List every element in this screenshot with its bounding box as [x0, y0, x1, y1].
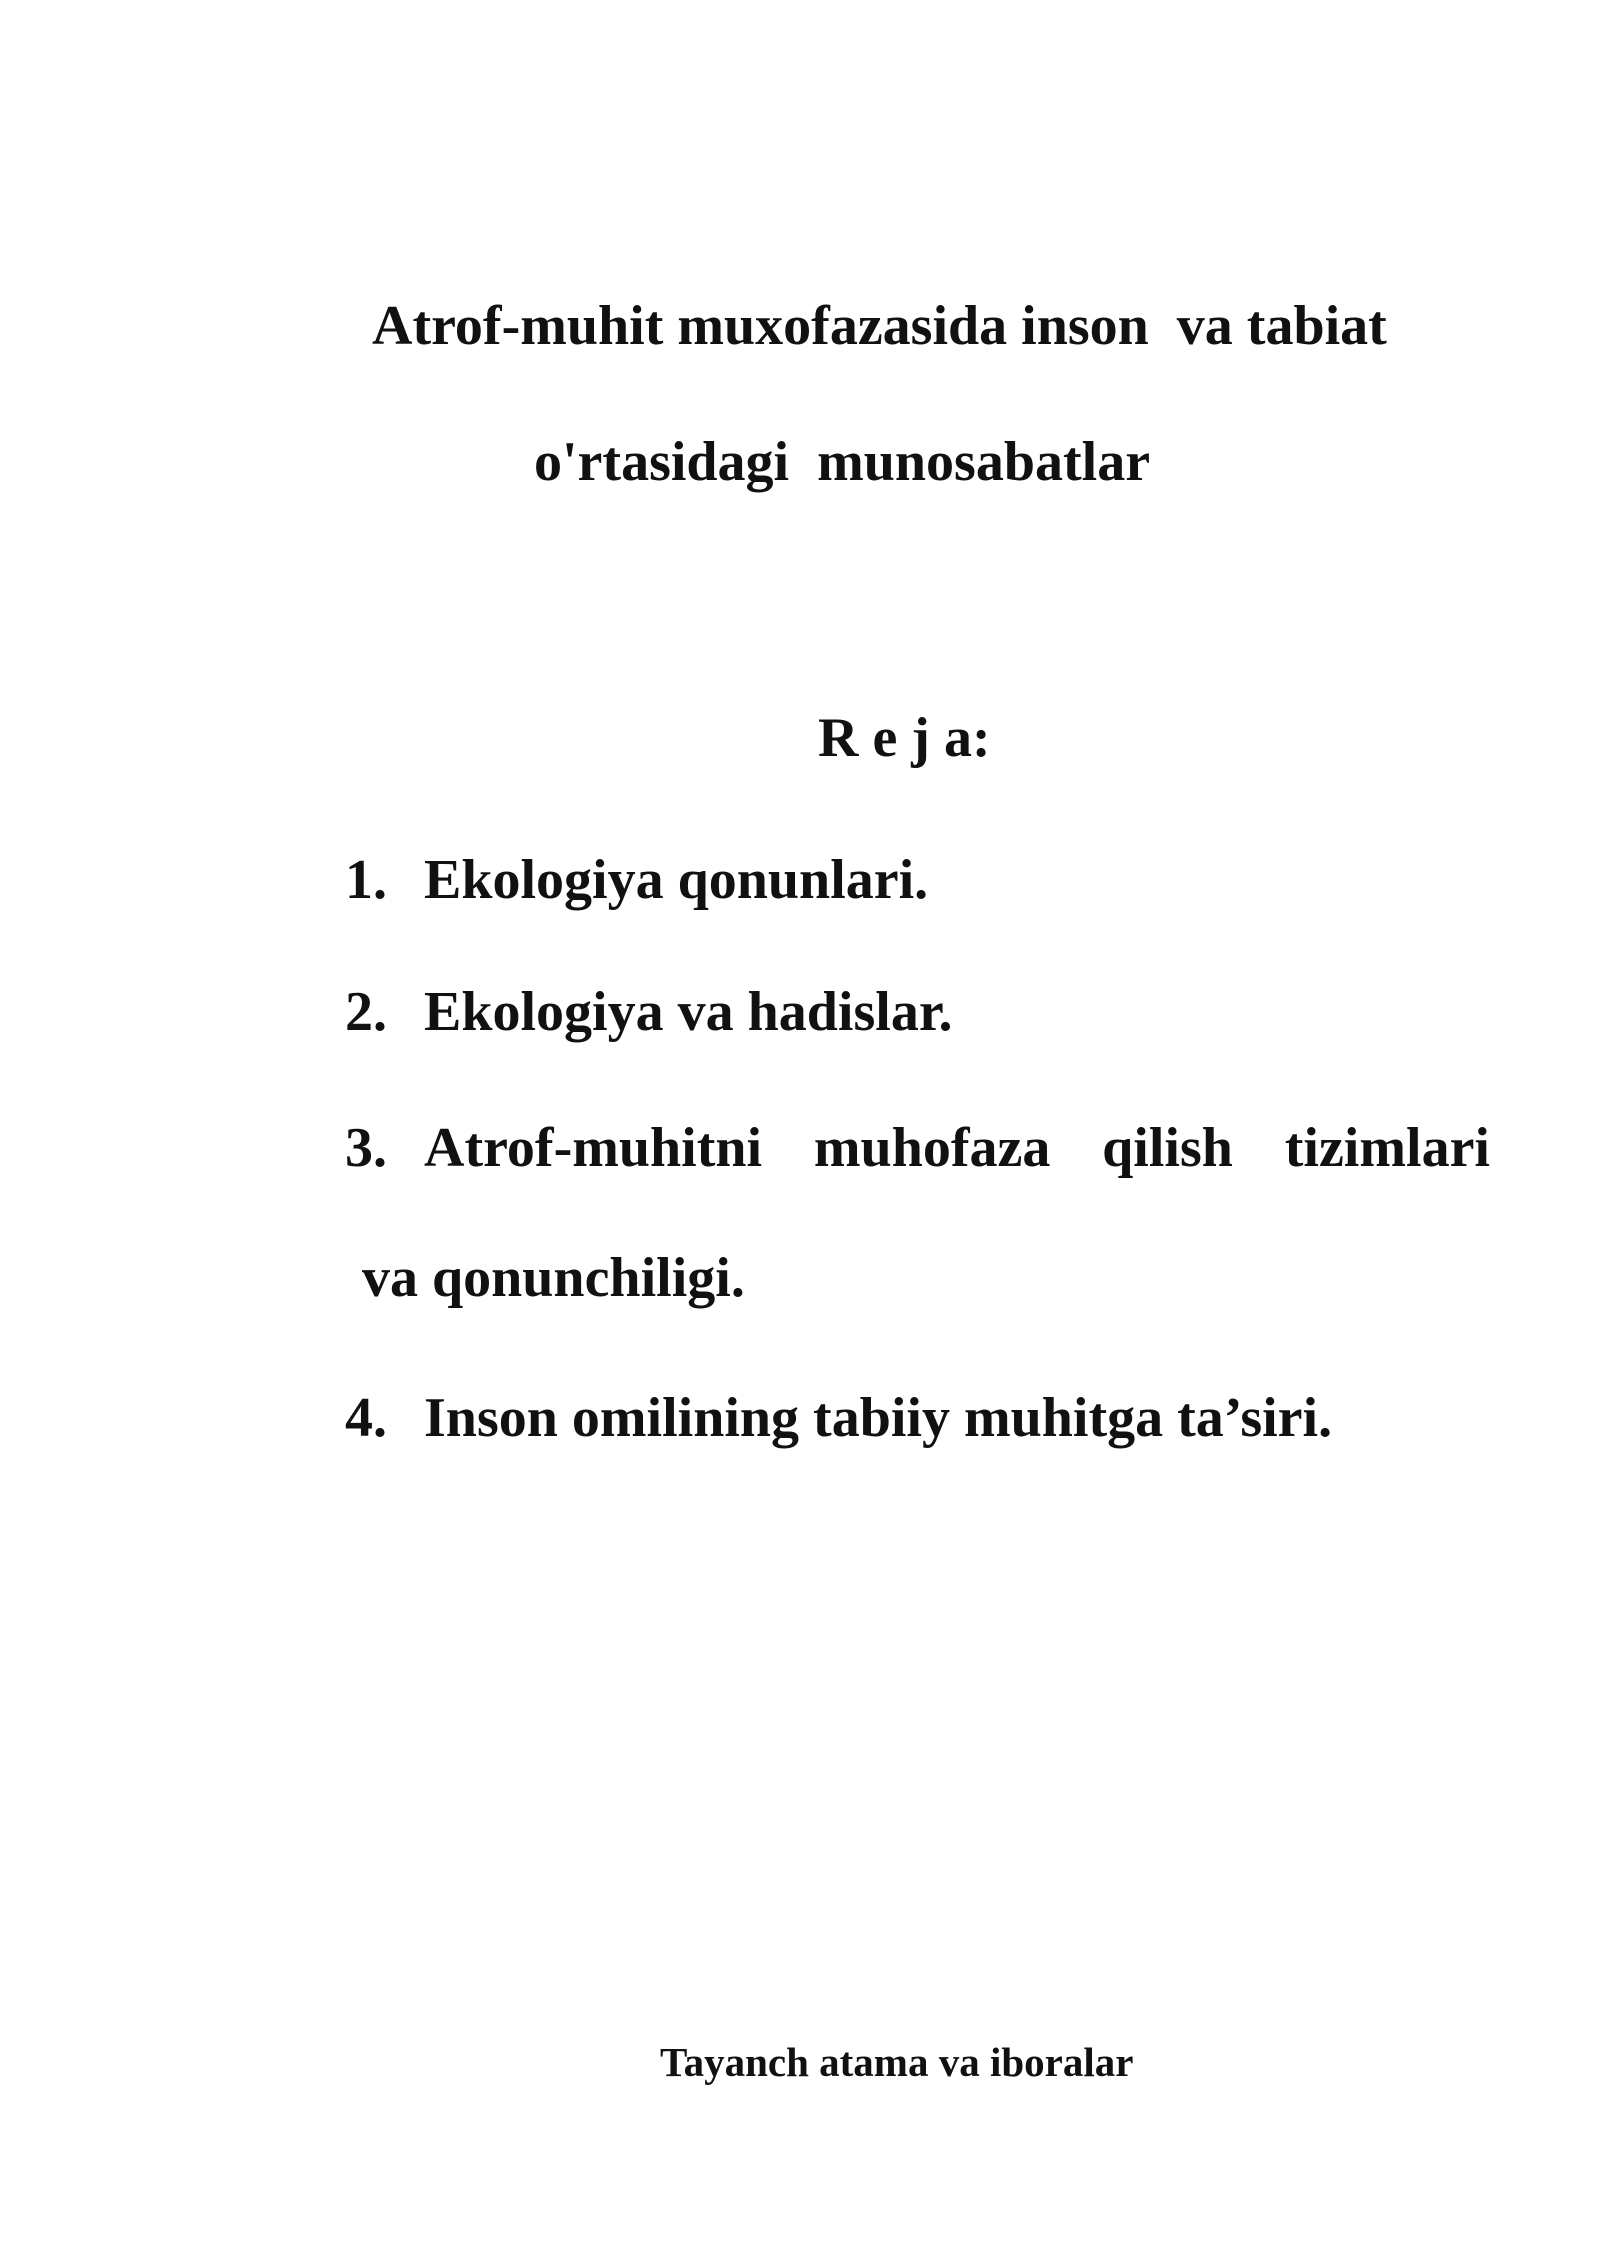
- plan-item-text: Ekologiya qonunlari.: [424, 849, 929, 911]
- section-heading-key-terms: Tayanch atama va iboralar: [660, 2039, 1134, 2085]
- plan-item-number: 3.: [345, 1117, 387, 1179]
- plan-item-number: 4.: [345, 1387, 387, 1449]
- plan-heading: R e j a:: [818, 707, 991, 769]
- plan-item-text: Inson omilining tabiiy muhitga ta’siri.: [424, 1387, 1333, 1449]
- title-line-2: o'rtasidagi munosabatlar: [534, 431, 1151, 493]
- plan-item-number: 1.: [345, 849, 387, 911]
- plan-item-continuation: va qonunchiligi.: [362, 1247, 745, 1309]
- plan-item-text: Ekologiya va hadislar.: [424, 981, 953, 1043]
- title-line-1: Atrof-muhit muxofazasida inson va tabiat: [372, 295, 1387, 357]
- plan-item-text: Atrof-muhitni muhofaza qilish tizimlari: [424, 1117, 1490, 1179]
- plan-item-number: 2.: [345, 981, 387, 1043]
